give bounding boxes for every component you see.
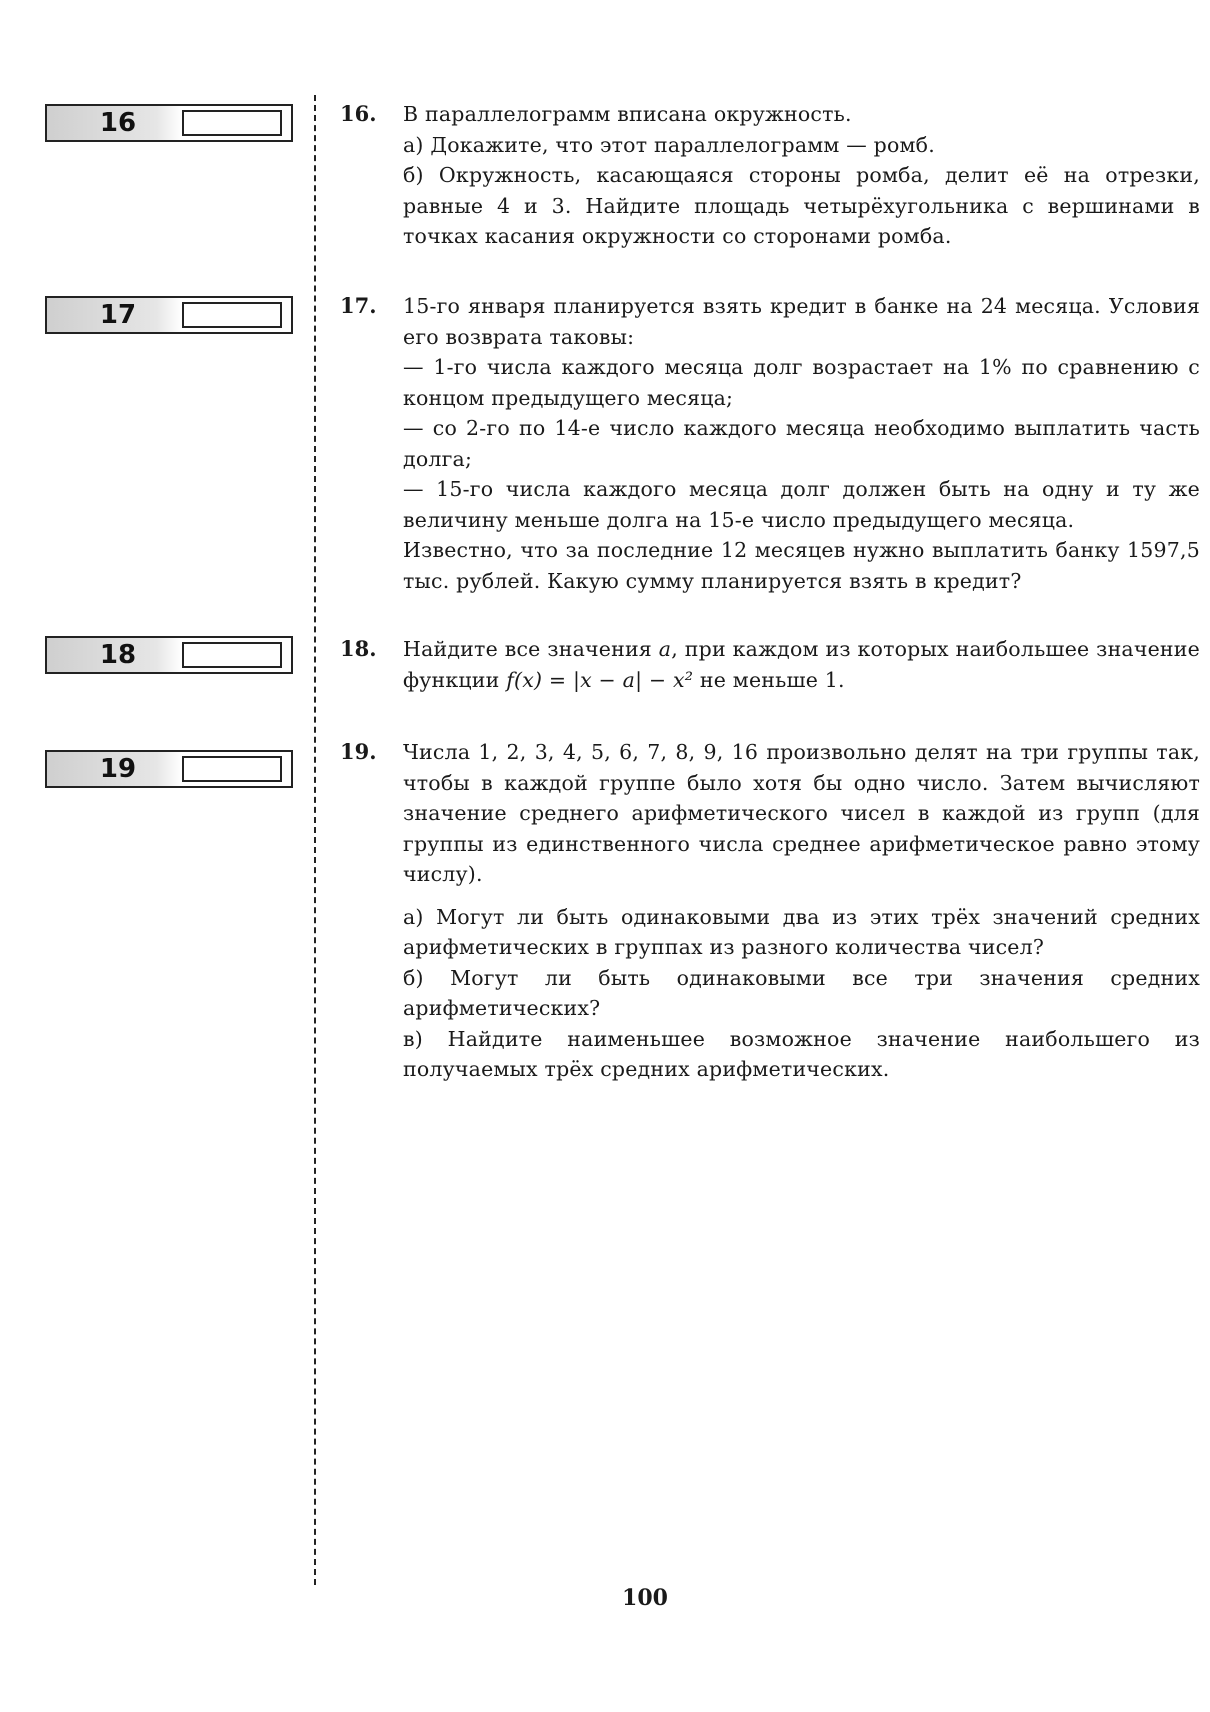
task-text-part: Найдите все значения <box>403 637 659 661</box>
task-text <box>403 737 1200 1085</box>
task-number: 17. <box>340 293 377 318</box>
task-line: 15-го января планируется взять кредит в банке на 24 месяца. Условия его возврата таковы: <box>403 294 1200 349</box>
answer-box-number: 18 <box>99 640 137 670</box>
answer-box-number: 19 <box>99 754 137 784</box>
answer-box-number: 17 <box>99 300 137 330</box>
variable-a: a <box>658 637 672 661</box>
task-line: а) Докажите, что этот параллелограмм — ромб. <box>403 132 935 157</box>
answer-field[interactable] <box>182 642 282 668</box>
answer-box-17 <box>45 296 293 334</box>
task-line: — со 2-го по 14-е число каждого месяца необходимо выплатить часть долга; <box>403 416 1200 471</box>
task-number: 19. <box>340 739 377 764</box>
task-19 <box>340 737 1200 1085</box>
task-16 <box>340 99 1200 252</box>
task-line: б) Могут ли быть одинаковыми все три значения средних арифметических? <box>403 965 1200 1020</box>
answer-box-19 <box>45 750 293 788</box>
answer-box-18 <box>45 636 293 674</box>
answer-field[interactable] <box>182 302 282 328</box>
task-line: В параллелограмм вписана окружность. <box>403 102 852 126</box>
answer-box-number: 16 <box>99 108 137 138</box>
task-line <box>403 634 1200 695</box>
task-line: — 15-го числа каждого месяца долг должен быть на одну и ту же величину меньше долга на 15-е число предыдущего месяца. <box>403 477 1200 532</box>
task-line: — 1-го числа каждого месяца долг возрастает на 1% по сравнению с концом предыдущего месяца; <box>403 355 1200 410</box>
task-17 <box>340 291 1200 596</box>
answer-field[interactable] <box>182 756 282 782</box>
task-text <box>403 634 1200 695</box>
task-text-part: , при каждом из которых наибольшее значение функции <box>403 637 1200 692</box>
task-intro: Числа 1, 2, 3, 4, 5, 6, 7, 8, 9, 16 произвольно делят на три группы так, чтобы в каждой группе было хотя бы одно число. Затем вычисляют значение среднего арифметического чисел в каждой из групп (для группы из единственного числа среднее арифметическое равно этому числу). <box>403 740 1200 886</box>
task-text <box>403 99 1200 252</box>
task-line: Известно, что за последние 12 месяцев нужно выплатить банку 1597,5 тыс. рублей. Какую сумму планируется взять в кредит? <box>403 538 1200 593</box>
task-number: 18. <box>340 636 377 661</box>
task-line: а) Могут ли быть одинаковыми два из этих трёх значений средних арифметических в группах из разного количества чисел? <box>403 904 1200 959</box>
answer-field[interactable] <box>182 110 282 136</box>
answer-box-16 <box>45 104 293 142</box>
task-line: б) Окружность, касающаяся стороны ромба, делит её на отрезки, равные 4 и 3. Найдите площадь четырёхугольника с вершинами в точках касания окружности со сторонами ромба. <box>403 163 1200 248</box>
page-number: 100 <box>622 1585 668 1611</box>
task-line: в) Найдите наименьшее возможное значение наибольшего из получаемых трёх средних арифметических. <box>403 1026 1200 1081</box>
task-number: 16. <box>340 101 377 126</box>
task-text <box>403 291 1200 596</box>
cut-line-divider <box>314 95 316 1585</box>
function-formula: f(x) = |x − a| − x² <box>506 667 694 692</box>
task-text-part: не меньше 1. <box>693 667 845 692</box>
task-18 <box>340 634 1200 695</box>
